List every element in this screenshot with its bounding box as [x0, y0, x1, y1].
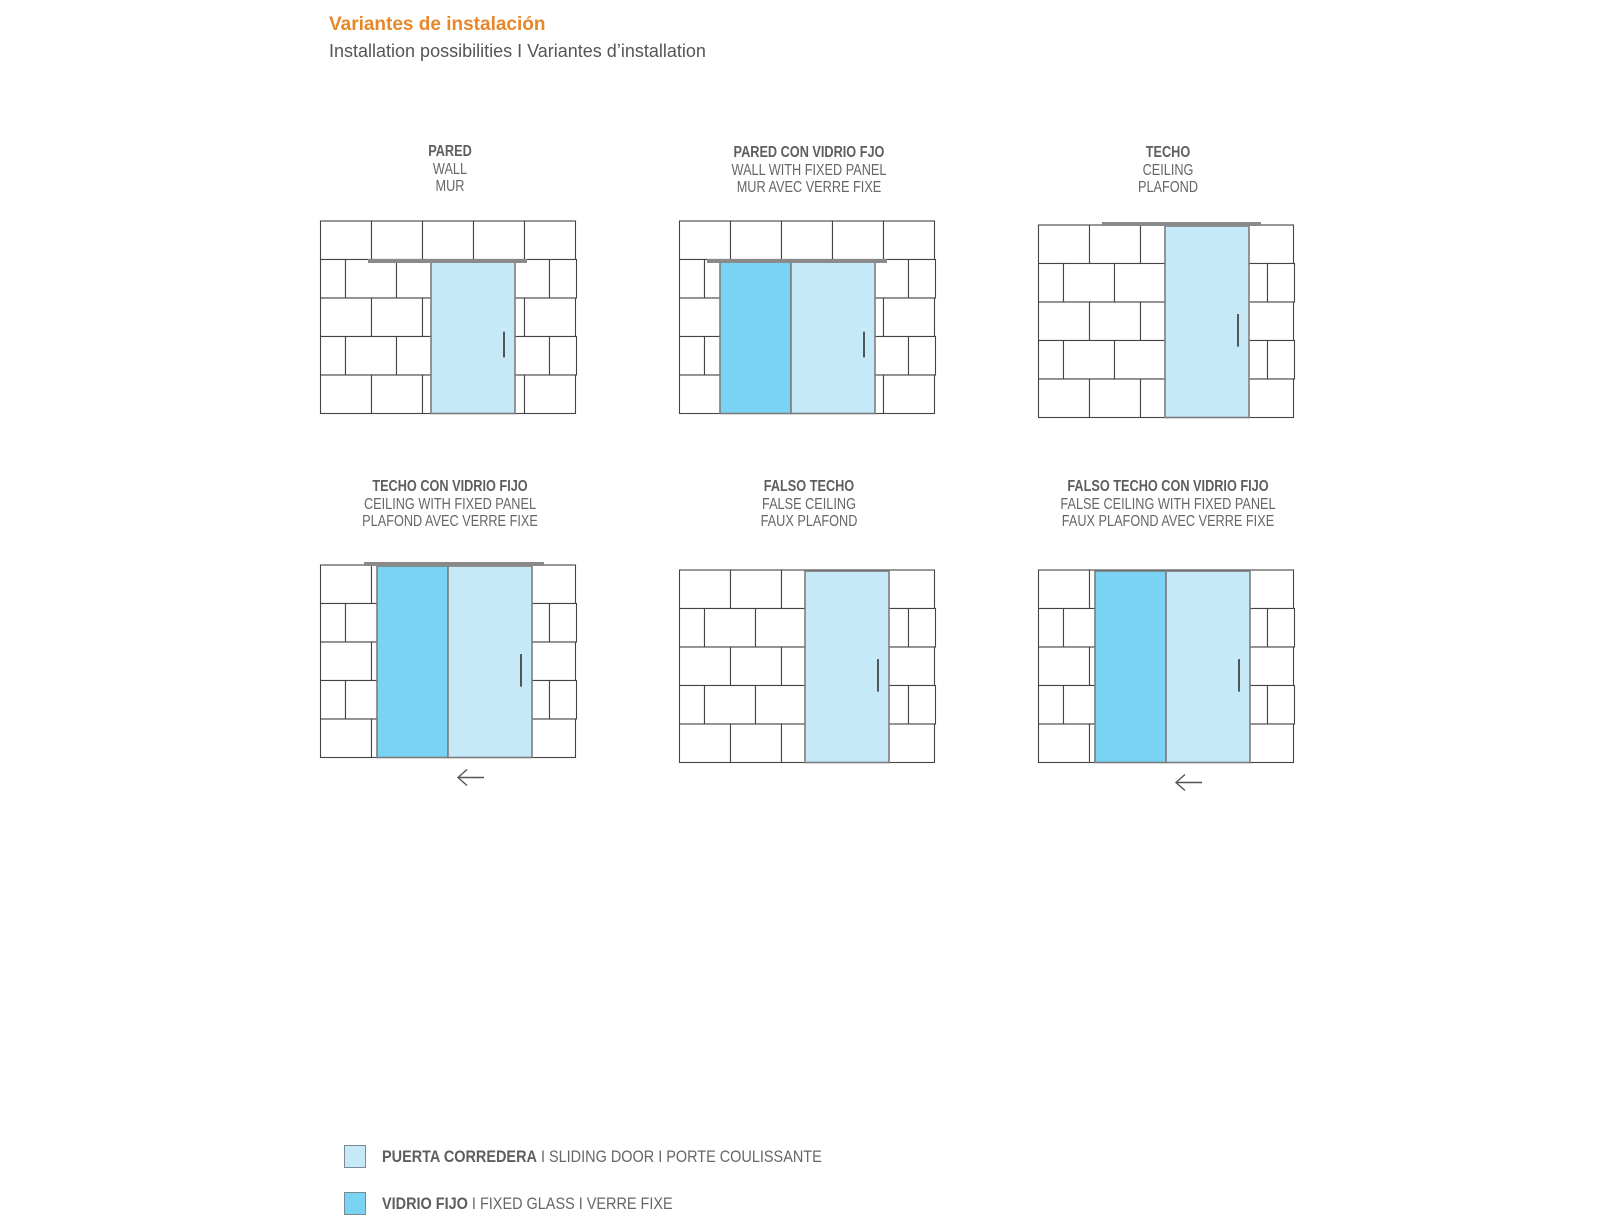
brick — [525, 221, 576, 260]
caption-es: PARED CON VIDRIO FJO — [733, 144, 885, 161]
sliding-door-panel — [1166, 571, 1250, 763]
diagram-pared — [320, 220, 582, 420]
variant-pared-vidrio-fijo — [659, 144, 959, 197]
brick — [525, 375, 576, 414]
brick — [525, 298, 576, 337]
diagram-pared-vidrio-fijo — [679, 220, 941, 420]
brick — [321, 260, 346, 299]
caption-fr: FAUX PLAFOND — [760, 513, 858, 530]
brick — [1039, 341, 1064, 380]
caption-es: TECHO CON VIDRIO FIJO — [372, 478, 528, 495]
brick — [1039, 686, 1064, 725]
brick — [909, 609, 936, 648]
slide-direction-arrow — [1176, 775, 1202, 791]
brick — [1090, 225, 1141, 264]
top-rail — [707, 259, 887, 263]
caption-fr: MUR — [435, 178, 465, 195]
brick — [321, 604, 346, 643]
brick — [680, 337, 705, 376]
brick — [884, 724, 935, 763]
brick — [884, 375, 935, 414]
brick — [372, 221, 423, 260]
brick — [550, 260, 577, 299]
brick — [1039, 302, 1090, 341]
fixed-glass-swatch — [344, 1192, 366, 1215]
caption-es: FALSO TECHO CON VIDRIO FIJO — [1067, 478, 1269, 495]
page-subtitle: Installation possibilities I Variantes d’installation — [329, 41, 706, 61]
brick — [321, 565, 372, 604]
brick — [705, 686, 756, 725]
sliding-door-swatch — [344, 1145, 366, 1168]
brick — [1268, 264, 1295, 303]
brick — [1064, 341, 1115, 380]
legend-label: VIDRIO FIJO I FIXED GLASS I VERRE FIXE — [382, 1194, 673, 1213]
brick — [1115, 341, 1166, 380]
brick — [680, 686, 705, 725]
variant-caption — [327, 143, 573, 196]
brick — [731, 570, 782, 609]
brick — [680, 570, 731, 609]
diagram-falso-techo — [679, 569, 941, 769]
variant-techo-vidrio-fijo — [300, 478, 600, 531]
legend-label: PUERTA CORREDERA I SLIDING DOOR I PORTE COULISSANTE — [382, 1147, 822, 1166]
page-title: Variantes de instalación — [329, 14, 546, 35]
caption-en: WALL WITH FIXED PANEL — [731, 161, 887, 179]
brick — [884, 298, 935, 337]
brick — [782, 221, 833, 260]
caption-en: FALSE CEILING — [762, 495, 856, 513]
variant-falso-techo — [659, 478, 959, 531]
brick — [756, 609, 807, 648]
variant-caption — [686, 478, 932, 531]
brick — [884, 570, 935, 609]
brick — [321, 298, 372, 337]
caption-fr: MUR AVEC VERRE FIXE — [736, 179, 882, 196]
brick — [680, 260, 705, 299]
brick — [1039, 225, 1090, 264]
brick — [909, 260, 936, 299]
brick — [731, 647, 782, 686]
caption-en: WALL — [432, 160, 468, 178]
brick — [321, 375, 372, 414]
brick — [321, 681, 346, 720]
caption-fr: PLAFOND AVEC VERRE FIXE — [362, 513, 538, 530]
variant-caption — [327, 478, 573, 531]
brick — [474, 221, 525, 260]
brick — [909, 686, 936, 725]
diagram-falso-techo-vidrio-fijo — [1038, 569, 1300, 799]
brick — [372, 375, 423, 414]
top-rail — [368, 259, 527, 263]
brick — [680, 647, 731, 686]
variant-caption — [686, 144, 932, 197]
fixed-glass-panel — [1095, 571, 1166, 763]
brick — [884, 221, 935, 260]
brick — [909, 337, 936, 376]
brick — [680, 221, 731, 260]
brick — [680, 724, 731, 763]
brick — [833, 221, 884, 260]
brick — [1039, 647, 1090, 686]
caption-en: CEILING — [1142, 161, 1194, 179]
caption-es: TECHO — [1145, 144, 1191, 161]
brick — [550, 604, 577, 643]
fixed-glass-panel — [377, 566, 448, 758]
brick — [1039, 570, 1090, 609]
brick — [1243, 379, 1294, 418]
brick — [372, 298, 423, 337]
sliding-door-panel — [791, 262, 875, 414]
brick — [1268, 341, 1295, 380]
sliding-door-panel — [448, 566, 532, 758]
caption-en: FALSE CEILING WITH FIXED PANEL — [1060, 495, 1276, 513]
brick — [680, 609, 705, 648]
fixed-glass-panel — [720, 262, 791, 414]
brick — [1243, 302, 1294, 341]
brick — [346, 337, 397, 376]
sliding-door-panel — [805, 571, 889, 763]
brick — [731, 724, 782, 763]
header — [329, 12, 706, 64]
caption-fr: PLAFOND — [1137, 179, 1199, 196]
brick — [321, 337, 346, 376]
brick — [321, 221, 372, 260]
slide-direction-arrow — [458, 770, 484, 786]
brick — [550, 681, 577, 720]
brick — [1243, 225, 1294, 264]
brick — [321, 642, 372, 681]
brick — [884, 647, 935, 686]
brick — [756, 686, 807, 725]
top-rail — [1102, 222, 1261, 226]
brick — [1090, 379, 1141, 418]
brick — [1039, 264, 1064, 303]
caption-es: PARED — [428, 143, 472, 160]
caption-es: FALSO TECHO — [763, 478, 855, 495]
brick — [731, 221, 782, 260]
brick — [1268, 686, 1295, 725]
variant-pared — [300, 143, 600, 196]
brick — [321, 719, 372, 758]
brick — [1039, 379, 1090, 418]
diagram-techo — [1038, 224, 1300, 424]
brick — [550, 337, 577, 376]
brick — [1039, 724, 1090, 763]
variant-caption — [1045, 478, 1291, 531]
brick — [346, 260, 397, 299]
variant-caption — [1045, 144, 1291, 197]
brick — [423, 221, 474, 260]
sliding-door-panel — [431, 262, 515, 414]
caption-fr: FAUX PLAFOND AVEC VERRE FIXE — [1061, 513, 1275, 530]
brick — [1039, 609, 1064, 648]
caption-en: CEILING WITH FIXED PANEL — [363, 495, 537, 513]
sliding-door-panel — [1165, 226, 1249, 418]
brick — [1090, 302, 1141, 341]
brick — [1115, 264, 1166, 303]
brick — [1268, 609, 1295, 648]
top-rail — [364, 562, 544, 566]
brick — [705, 609, 756, 648]
diagram-techo-vidrio-fijo — [320, 564, 582, 794]
variant-techo — [1018, 144, 1318, 197]
brick — [1064, 264, 1115, 303]
variant-falso-techo-vidrio-fijo — [1018, 478, 1318, 531]
